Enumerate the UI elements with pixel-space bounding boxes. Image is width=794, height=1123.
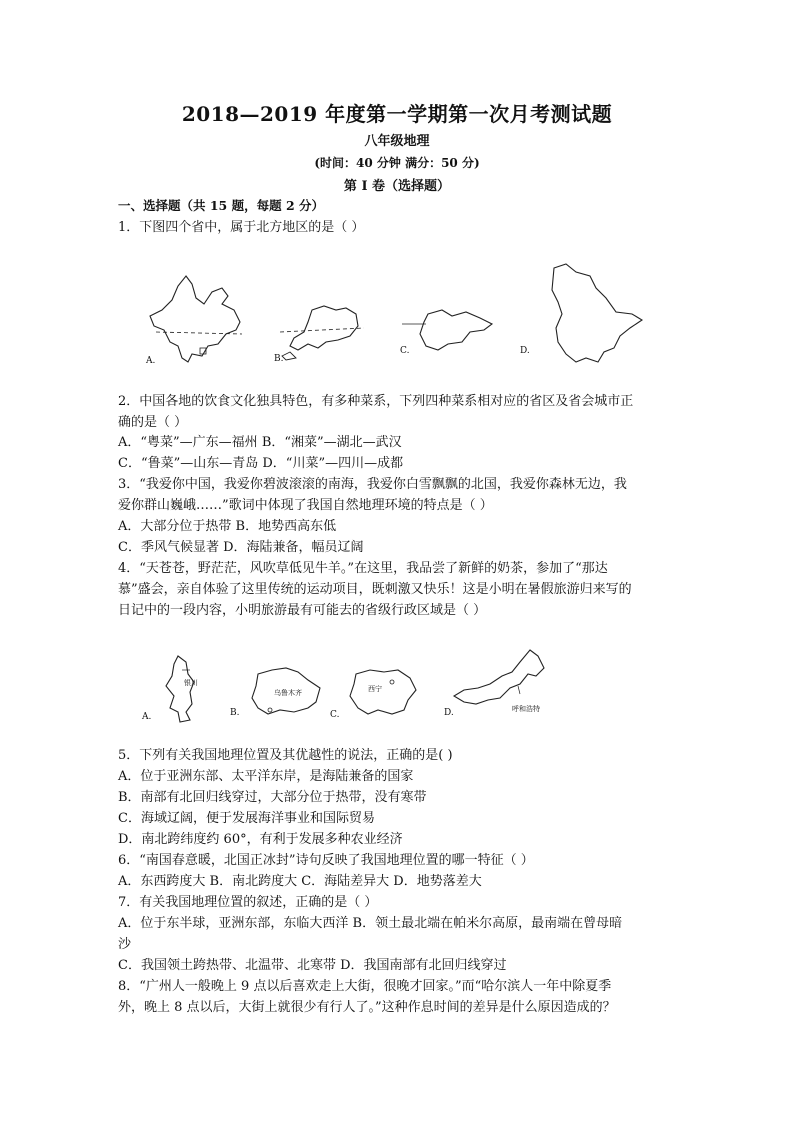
map-shandong — [398, 302, 498, 360]
option-line: A．“粤菜”—广东—福州 B．“湘菜”—湖北—武汉 — [118, 435, 402, 450]
volume-heading: 第 I 卷（选择题） — [343, 179, 451, 194]
question-line: 7．有关我国地理位置的叙述，正确的是（ ） — [118, 895, 378, 910]
map-label-b: B. — [230, 708, 240, 718]
map-label-d: D. — [520, 346, 530, 356]
city-label-xining: 西宁 — [368, 685, 382, 693]
map-label-d: D. — [444, 708, 454, 718]
question-line: 3．“我爱你中国，我爱你碧波滚滚的南海，我爱你白雪飘飘的北国，我爱你森林无边，我 — [118, 477, 627, 492]
map-label-b: B. — [274, 354, 284, 364]
question-line: 日记中的一段内容，小明旅游最有可能去的省级行政区域是（ ） — [118, 603, 487, 618]
question-line: 外，晚上 8 点以后，大街上就很少有行人了。”这种作息时间的差异是什么原因造成的？ — [118, 1000, 616, 1015]
city-label-urumqi: 乌鲁木齐 — [274, 689, 302, 697]
exam-time-info: (时间：40 分钟 满分：50 分) — [314, 156, 480, 170]
option-line: A．大部分位于热带 B．地势西高东低 — [118, 519, 337, 534]
map-label-a: A. — [142, 712, 152, 722]
section-heading: 一、选择题（共 15 题，每题 2 分） — [118, 198, 325, 213]
map-inner-mongolia — [440, 646, 560, 722]
exam-title: 2018—2019 年度第一学期第一次月考测试题 — [181, 102, 613, 126]
option-line: C．海域辽阔，便于发展海洋事业和国际贸易 — [118, 811, 375, 826]
map-label-a: A. — [146, 356, 156, 366]
question-line: 2．中国各地的饮食文化独具特色，有多种菜系，下列四种菜系相对应的省区及省会城市正 — [118, 394, 634, 409]
map-ningxia — [138, 652, 213, 724]
question-line: 爱你群山巍峨……”歌词中体现了我国自然地理环境的特点是（ ） — [118, 498, 493, 513]
map-label-c: C. — [330, 710, 340, 720]
map-heilongjiang — [518, 262, 648, 367]
map-yunnan — [142, 270, 247, 365]
option-line: A．位于亚洲东部、太平洋东岸，是海陆兼备的国家 — [118, 769, 414, 784]
map-xinjiang — [228, 662, 328, 722]
map-guangdong — [272, 298, 367, 363]
question-line: 慕”盛会，亲自体验了这里传统的运动项目，既刺激又快乐！这是小明在暑假旅游归来写的 — [118, 582, 632, 597]
map-label-c: C. — [400, 346, 410, 356]
question-line: 6．“南国春意暖，北国正冰封”诗句反映了我国地理位置的哪一特征（ ） — [118, 853, 534, 868]
option-line: A．位于东半球，亚洲东部，东临大西洋 B．领土最北端在帕米尔高原，最南端在曾母暗 — [118, 916, 623, 931]
exam-subtitle: 八年级地理 — [364, 134, 430, 149]
city-label-hohhot: 呼和浩特 — [512, 705, 540, 713]
option-line: C．我国领土跨热带、北温带、北寒带 D．我国南部有北回归线穿过 — [118, 958, 507, 973]
option-line: 沙 — [118, 937, 132, 952]
option-line: C．“鲁菜”—山东—青岛 D．“川菜”—四川—成都 — [118, 456, 404, 471]
map-qinghai — [328, 664, 428, 722]
question-line: 1．下图四个省中，属于北方地区的是（ ） — [118, 220, 365, 235]
option-line: C．季风气候显著 D．海陆兼备，幅员辽阔 — [118, 540, 364, 555]
city-label-yinchuan: 银川 — [184, 679, 198, 687]
question-line: 4．“天苍苍，野茫茫，风吹草低见牛羊。”在这里，我品尝了新鲜的奶茶，参加了“那达 — [118, 561, 608, 576]
question-line: 确的是（ ） — [118, 415, 188, 430]
option-line: A．东西跨度大 B．南北跨度大 C．海陆差异大 D．地势落差大 — [118, 874, 482, 889]
option-line: B．南部有北回归线穿过，大部分位于热带，没有寒带 — [118, 790, 427, 805]
question-line: 8．“广州人一般晚上 9 点以后喜欢走上大街，很晚才回家。”而“哈尔滨人一年中除夏季 — [118, 979, 612, 994]
question-line: 5．下列有关我国地理位置及其优越性的说法，正确的是( ) — [118, 748, 453, 763]
option-line: D．南北跨纬度约 60°，有利于发展多种农业经济 — [118, 832, 403, 847]
